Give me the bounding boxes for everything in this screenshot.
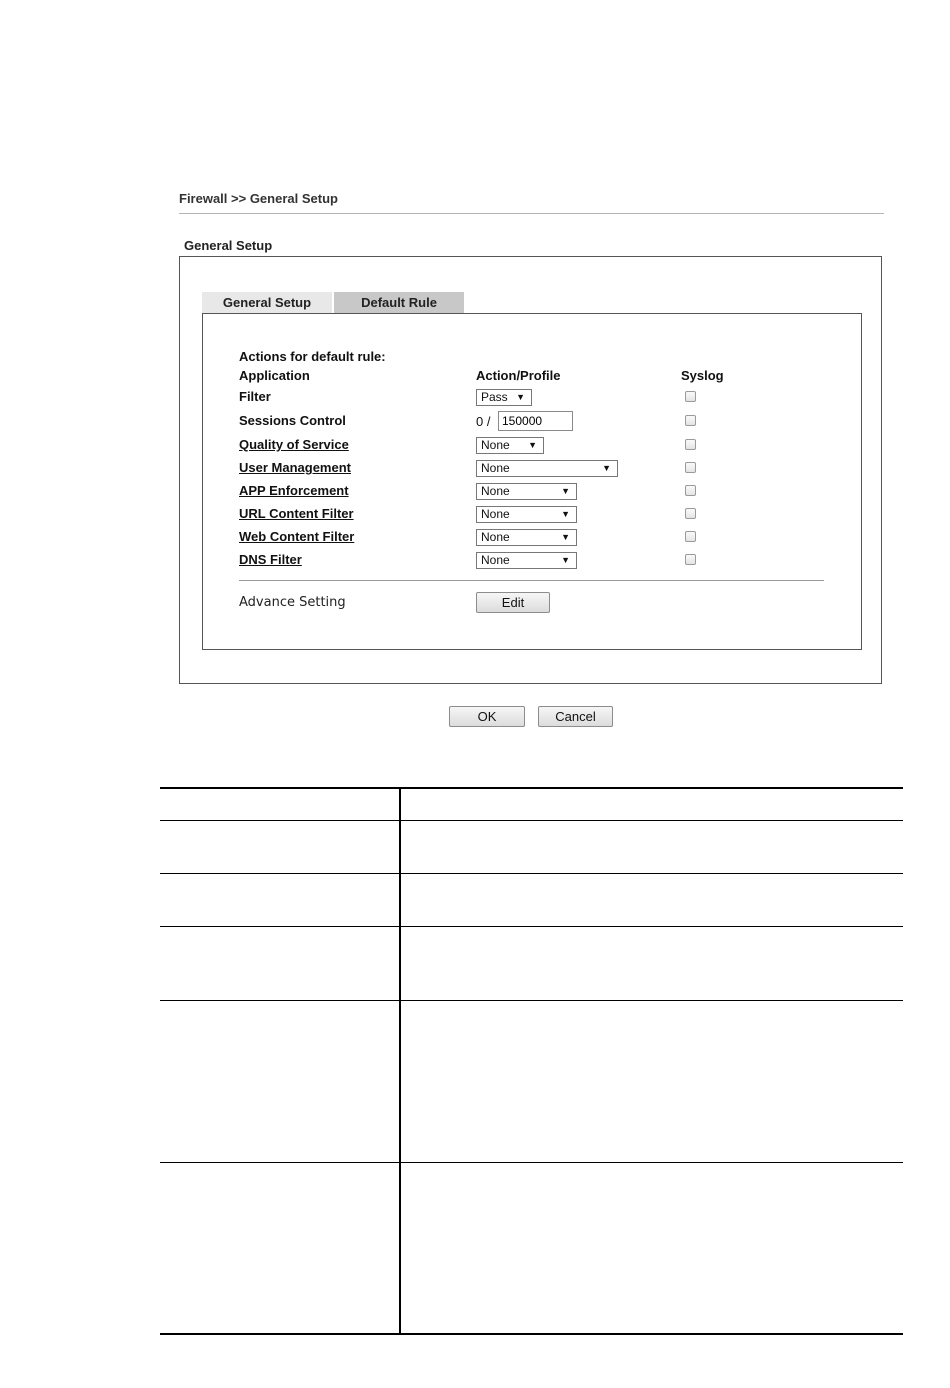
qos-select-value: None [481,438,510,452]
table-row-divider [160,873,903,874]
column-header-syslog: Syslog [681,368,724,383]
table-border-top [160,787,903,789]
chevron-down-icon: ▼ [561,509,570,519]
sessions-control-label: Sessions Control [239,413,346,428]
edit-button[interactable]: Edit [476,592,550,613]
column-header-application: Application [239,368,310,383]
quality-of-service-link[interactable]: Quality of Service [239,437,349,452]
app-enforcement-syslog-checkbox[interactable] [685,485,696,496]
sessions-syslog-checkbox[interactable] [685,415,696,426]
user-management-link[interactable]: User Management [239,460,351,475]
app-enforcement-select-value: None [481,484,510,498]
dns-filter-link[interactable]: DNS Filter [239,552,302,567]
breadcrumb: Firewall >> General Setup [179,191,338,206]
qos-select[interactable] [476,437,544,454]
web-content-filter-link[interactable]: Web Content Filter [239,529,355,544]
app-enforcement-link[interactable]: APP Enforcement [239,483,349,498]
tab-general-setup[interactable]: General Setup [202,292,332,313]
table-row-divider [160,926,903,927]
table-row-divider [160,1000,903,1001]
url-content-filter-select[interactable] [476,506,577,523]
filter-syslog-checkbox[interactable] [685,391,696,402]
breadcrumb-divider [179,213,884,214]
user-management-syslog-checkbox[interactable] [685,462,696,473]
chevron-down-icon: ▼ [561,486,570,496]
advance-setting-label: Advance Setting [239,595,346,610]
url-content-filter-select-value: None [481,507,510,521]
table-row-divider [160,820,903,821]
web-content-filter-select[interactable] [476,529,577,546]
dns-filter-select[interactable] [476,552,577,569]
table-border-bottom [160,1333,903,1335]
chevron-down-icon: ▼ [561,532,570,542]
sessions-current-count: 0 / [476,414,491,429]
chevron-down-icon: ▼ [561,555,570,565]
table-row-divider [160,1162,903,1163]
dns-filter-syslog-checkbox[interactable] [685,554,696,565]
user-management-select-value: None [481,461,510,475]
column-header-action-profile: Action/Profile [476,368,561,383]
cancel-button[interactable]: Cancel [538,706,613,727]
web-content-filter-select-value: None [481,530,510,544]
section-title: General Setup [184,238,273,253]
chevron-down-icon: ▼ [516,392,525,402]
qos-syslog-checkbox[interactable] [685,439,696,450]
dns-filter-select-value: None [481,553,510,567]
url-content-filter-syslog-checkbox[interactable] [685,508,696,519]
app-enforcement-select[interactable] [476,483,577,500]
ok-button[interactable]: OK [449,706,525,727]
sessions-limit-input[interactable]: 150000 [498,411,573,431]
filter-select-value: Pass [481,390,508,404]
web-content-filter-syslog-checkbox[interactable] [685,531,696,542]
user-management-select[interactable] [476,460,618,477]
chevron-down-icon: ▼ [602,463,611,473]
actions-title: Actions for default rule: [239,349,386,364]
tab-default-rule[interactable]: Default Rule [334,292,464,313]
panel-divider [239,580,824,581]
filter-select[interactable] [476,389,532,406]
filter-label: Filter [239,389,271,404]
url-content-filter-link[interactable]: URL Content Filter [239,506,354,521]
chevron-down-icon: ▼ [528,440,537,450]
table-column-divider [399,788,401,1335]
